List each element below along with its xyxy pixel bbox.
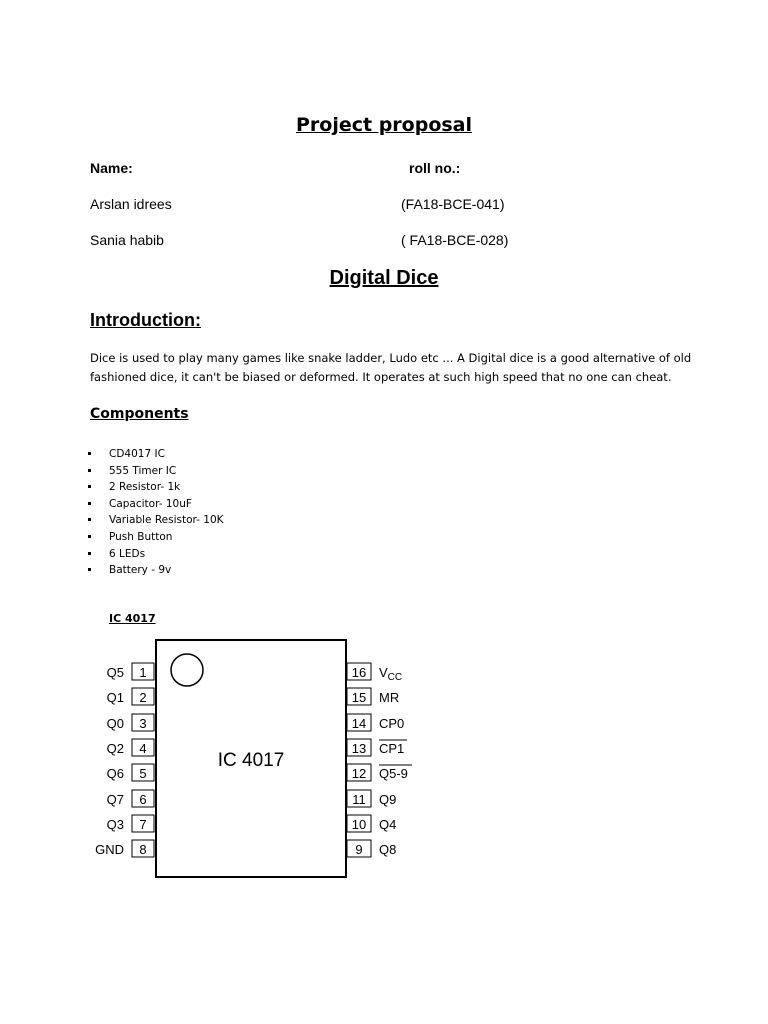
pin-label: CP1	[379, 741, 405, 756]
pin-number: 10	[351, 817, 367, 832]
list-item: Battery - 9v	[88, 562, 224, 579]
list-item: Push Button	[88, 529, 224, 546]
pin-number: 5	[139, 766, 147, 781]
bullet-icon	[88, 502, 91, 505]
pin-number: 13	[351, 741, 367, 756]
list-item: 555 Timer IC	[88, 463, 224, 480]
pin-label: GND	[95, 842, 124, 857]
pin-label: MR	[379, 690, 400, 705]
pin1-notch-icon	[171, 654, 203, 686]
right-pin-row	[347, 790, 396, 807]
pin-label: Q9	[379, 792, 397, 807]
roll-header: roll no.:	[409, 160, 461, 176]
bullet-icon	[88, 535, 91, 538]
pin-number: 11	[352, 792, 366, 807]
pin-number: 2	[139, 690, 147, 705]
chip-label: IC 4017	[217, 750, 285, 771]
right-pin-row	[347, 739, 407, 756]
ic-heading: IC 4017	[109, 612, 156, 625]
member-name: Arslan idrees	[90, 196, 172, 212]
left-pin-row	[107, 764, 154, 781]
right-pin-row	[347, 714, 404, 731]
list-item: CD4017 IC	[88, 446, 224, 463]
bullet-icon	[88, 452, 91, 455]
pin-label: Q8	[379, 842, 397, 857]
list-item: 2 Resistor- 1k	[88, 479, 224, 496]
pin-label: Q4	[379, 817, 397, 832]
right-pin-row	[347, 764, 412, 781]
introduction-heading: Introduction:	[90, 310, 201, 330]
left-pin-row	[107, 739, 154, 756]
pin-label: Q3	[106, 817, 124, 832]
ic-4017-pinout-diagram	[0, 630, 768, 890]
pin-number: 12	[351, 766, 367, 781]
name-header: Name:	[90, 160, 133, 176]
right-pin-row	[347, 815, 396, 832]
page-title: Project proposal	[295, 114, 473, 136]
project-title: Digital Dice	[329, 267, 439, 289]
pin-number: 16	[351, 665, 367, 680]
bullet-icon	[88, 518, 91, 521]
left-pin-row	[107, 663, 154, 680]
pin-label: Q5-9	[379, 766, 408, 781]
pin-number: 6	[139, 792, 147, 807]
pin-label: $V_{CC}$	[379, 665, 403, 683]
member-roll: ( FA18-BCE-028)	[401, 232, 509, 248]
list-item: 6 LEDs	[88, 546, 224, 563]
list-item: Variable Resistor- 10K	[88, 512, 224, 529]
pin-number: 4	[139, 741, 147, 756]
pin-label: Q6	[106, 766, 124, 781]
member-roll: (FA18-BCE-041)	[401, 196, 505, 212]
bullet-icon	[88, 568, 91, 571]
bullet-icon	[88, 469, 91, 472]
pin-label: Q2	[106, 741, 124, 756]
pin-label: Q7	[106, 792, 124, 807]
components-heading: Components	[90, 406, 189, 422]
pin-number: 15	[351, 690, 367, 705]
member-name: Sania habib	[90, 232, 164, 248]
pin-number: 14	[351, 716, 367, 731]
right-pin-row	[347, 840, 396, 857]
pin-number: 9	[355, 842, 363, 857]
left-pin-row	[107, 688, 154, 705]
pin-number: 1	[139, 665, 147, 680]
introduction-text: Dice is used to play many games like snake ladder, Ludo etc ... A Digital dice is a good alternative of old fashioned dice, it can't be biased or deformed. It operates at such high speed that no one can cheat.	[90, 351, 692, 384]
components-list	[88, 446, 224, 579]
pin-number: 3	[139, 716, 147, 731]
left-pin-row	[107, 815, 154, 832]
pin-label: CP0	[379, 716, 405, 731]
pin-number: 8	[139, 842, 147, 857]
bullet-icon	[88, 552, 91, 555]
list-item: Capacitor- 10uF	[88, 496, 224, 513]
left-pin-row	[107, 714, 154, 731]
pin-label: Q0	[106, 716, 124, 731]
bullet-icon	[88, 485, 91, 488]
right-pin-row	[347, 688, 399, 705]
pin-number: 7	[139, 817, 147, 832]
left-pin-row	[107, 790, 154, 807]
pin-label: Q5	[106, 665, 124, 680]
right-pin-row	[347, 663, 402, 683]
pin-label: Q1	[106, 690, 124, 705]
left-pin-row	[95, 840, 154, 857]
